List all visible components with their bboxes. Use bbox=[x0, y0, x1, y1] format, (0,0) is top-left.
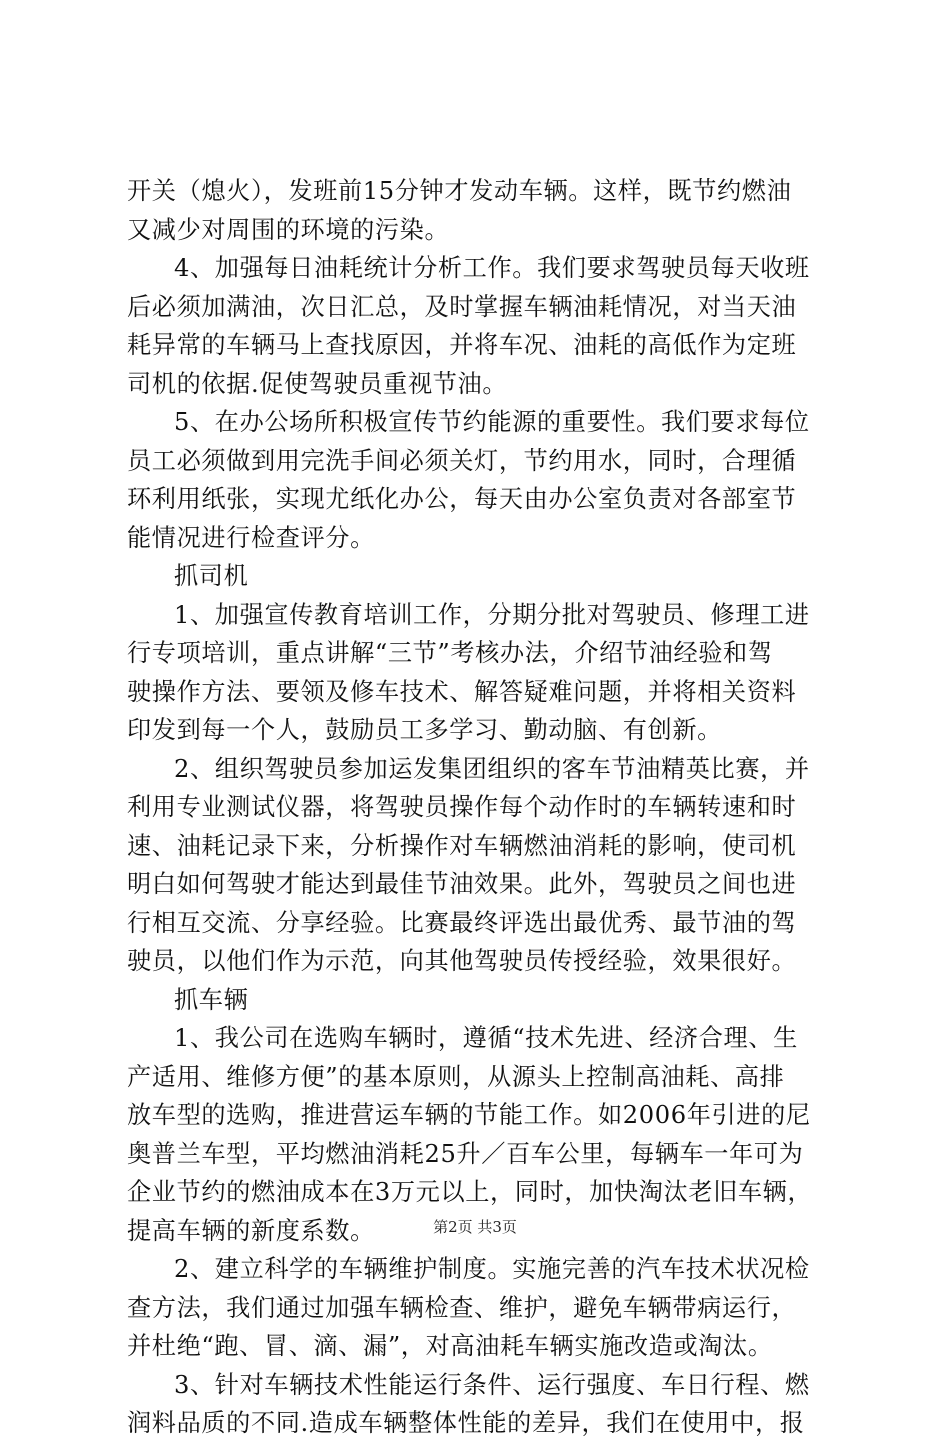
text-line: 2、组织驾驶员参加运发集团组织的客车节油精英比赛，并 bbox=[174, 754, 810, 783]
text-line: 3、针对车辆技术性能运行条件、运行强度、车日行程、燃 bbox=[174, 1370, 810, 1399]
text-line: 开关（熄火），发班前15分钟才发动车辆。这样，既节约燃油 bbox=[127, 177, 792, 205]
text-line: 利用专业测试仪器，将驾驶员操作每个动作时的车辆转速和时 bbox=[127, 793, 797, 821]
text-line: 速、油耗记录下来，分析操作对车辆燃油消耗的影响，使司机 bbox=[127, 831, 797, 860]
document-body bbox=[127, 172, 827, 1443]
text-line: 抓司机 bbox=[174, 562, 249, 590]
text-line: 又减少对周围的环境的污染。 bbox=[127, 215, 450, 244]
text-line: 1、我公司在选购车辆时，遵循“技术先进、经济合理、生 bbox=[174, 1024, 798, 1052]
text-line: 抓车辆 bbox=[174, 985, 249, 1014]
text-line: 提高车辆的新度系数。 bbox=[127, 1216, 375, 1245]
text-line: 放车型的选购，推进营运车辆的节能工作。如2006年引进的尼 bbox=[127, 1101, 811, 1129]
text-line: 产适用、维修方便”的基本原则，从源头上控制高油耗、高排 bbox=[127, 1062, 785, 1091]
text-line: 查方法，我们通过加强车辆检查、维护，避免车辆带病运行， bbox=[127, 1293, 797, 1322]
text-line: 5、在办公场所积极宣传节约能源的重要性。我们要求每位 bbox=[174, 408, 810, 436]
text-line: 明白如何驾驶才能达到最佳节油效果。此外，驾驶员之间也进 bbox=[127, 870, 797, 898]
text-line: 奥普兰车型，平均燃油消耗25升／百车公里，每辆车一年可为 bbox=[127, 1139, 804, 1168]
text-line: 2、建立科学的车辆维护制度。实施完善的汽车技术状况检 bbox=[174, 1255, 810, 1283]
text-line: 并杜绝“跑、冒、滴、漏”，对高油耗车辆实施改造或淘汰。 bbox=[127, 1332, 773, 1360]
text-line: 驶员，以他们作为示范，向其他驾驶员传授经验，效果很好。 bbox=[127, 947, 797, 975]
text-line: 4、加强每日油耗统计分析工作。我们要求驾驶员每天收班 bbox=[174, 254, 810, 282]
text-line: 员工必须做到用完洗手间必须关灯，节约用水，同时，合理循 bbox=[127, 446, 797, 475]
text-line: 环利用纸张，实现尤纸化办公，每天由办公室负责对各部室节 bbox=[127, 485, 797, 513]
text-line: 企业节约的燃油成本在3万元以上，同时，加快淘汰老旧车辆， bbox=[127, 1178, 813, 1206]
text-line: 行相互交流、分享经验。比赛最终评选出最优秀、最节油的驾 bbox=[127, 908, 797, 937]
text-line: 印发到每一个人，鼓励员工多学习、勤动脑、有创新。 bbox=[127, 716, 722, 744]
text-line: 能情况进行检查评分。 bbox=[127, 523, 375, 552]
text-line: 耗异常的车辆马上查找原因，并将车况、油耗的高低作为定班 bbox=[127, 331, 797, 359]
page-footer: 第2页 共3页 bbox=[433, 1218, 517, 1236]
text-line: 司机的依据.促使驾驶员重视节油。 bbox=[127, 369, 508, 398]
text-line: 行专项培训，重点讲解“三节”考核办法，介绍节油经验和驾 bbox=[127, 639, 773, 667]
text-line: 1、加强宣传教育培训工作，分期分批对驾驶员、修理工进 bbox=[174, 600, 810, 629]
text-line: 润料品质的不同.造成车辆整体性能的差异，我们在使用中，报 bbox=[127, 1409, 805, 1437]
text-line: 后必须加满油，次日汇总，及时掌握车辆油耗情况，对当天油 bbox=[127, 292, 797, 321]
text-line: 驶操作方法、要领及修车技术、解答疑难问题，并将相关资料 bbox=[127, 677, 797, 706]
